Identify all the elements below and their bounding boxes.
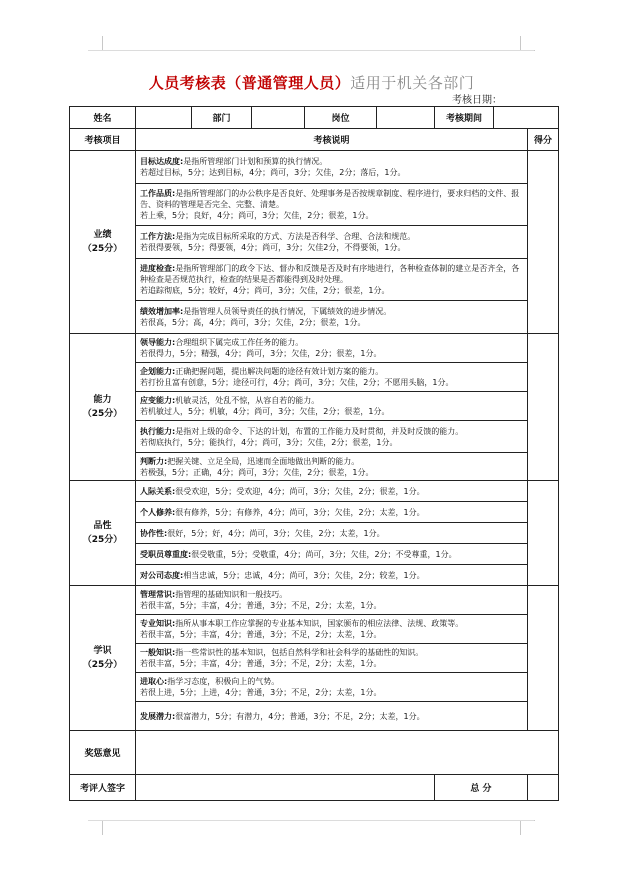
table-row xyxy=(70,565,559,586)
criterion-name: 企划能力: xyxy=(140,367,176,376)
footer-rule xyxy=(88,820,534,821)
criterion-cell xyxy=(136,363,528,392)
table-row xyxy=(70,673,559,702)
category-name: 业绩 xyxy=(93,230,112,240)
criterion-scale: 若很丰富，5分；丰富，4分；普通，3分；不足，2分；太差，1分。 xyxy=(140,659,382,668)
criterion-cell xyxy=(136,151,528,184)
table-row xyxy=(70,481,559,502)
criterion-scale: 若彻底执行，5分；能执行，4分；尚可，3分；欠佳，2分；很差，1分。 xyxy=(140,437,398,447)
name-field[interactable] xyxy=(136,107,192,129)
header-rule xyxy=(88,50,534,51)
signature-row xyxy=(70,775,559,801)
table-row xyxy=(70,151,559,184)
criterion-desc: 是指所管理部门计划和预算的执行情况。 xyxy=(183,157,328,166)
opinion-label: 奖惩意见 xyxy=(70,731,136,775)
opinion-field[interactable] xyxy=(136,731,559,775)
criterion-cell xyxy=(136,392,528,421)
criterion-cell xyxy=(136,615,528,644)
table-row xyxy=(70,184,559,226)
page-title xyxy=(0,72,623,93)
criterion-name: 管理常识: xyxy=(140,590,176,599)
criterion-scale: 若很丰富，5分；丰富，4分；普通，3分；不足，2分；太差，1分。 xyxy=(140,601,382,610)
criterion-desc: 指管理的基础知识和一般技巧。 xyxy=(175,590,288,599)
criterion-name: 一般知识: xyxy=(140,648,176,657)
criterion-scale: 若很得要领，5分；得要领，4分；尚可，3分；欠佳2分，不得要领，1分。 xyxy=(140,243,406,252)
criterion-desc: 是指所管理部门的办公秩序是否良好、处理事务是否按规章制度、程序进行，要求归档的文件、报告、资料的管理是否完全、完整、清楚。 xyxy=(140,189,520,209)
criterion-cell xyxy=(136,184,528,226)
table-row xyxy=(70,644,559,673)
category-name: 品性 xyxy=(93,521,112,531)
category-name: 学识 xyxy=(93,646,112,656)
criterion-desc: 指学习态度，积极向上的气势。 xyxy=(167,677,280,686)
criterion-scale: 若很上进，5分；上进，4分；普通，3分；不足，2分；太差，1分。 xyxy=(140,688,382,697)
criterion-scale: 若很丰富，5分；丰富，4分；普通，3分；不足，2分；太差，1分。 xyxy=(140,630,382,639)
criterion-scale: 若很得力，5分；精强，4分；尚可，3分；欠佳，2分；很差，1分。 xyxy=(140,349,382,358)
criterion-name: 进取心: xyxy=(140,677,168,686)
criterion-scale: 若极强，5分；正确，4分；尚可，3分；欠佳，2分；很差，1分。 xyxy=(140,467,374,477)
criterion-cell xyxy=(136,334,528,363)
criterion-scale: 若上乘，5分；良好，4分；尚可，3分；欠佳，2分；很差，1分。 xyxy=(140,211,374,220)
criterion-desc: 很受欢迎，5分；受欢迎，4分；尚可，3分；欠佳，2分；很差，1分。 xyxy=(175,486,425,496)
category-cell xyxy=(70,151,136,334)
table-row xyxy=(70,544,559,565)
category-weight: （25分） xyxy=(82,409,123,419)
criterion-desc: 很有修养，5分；有修养，4分；尚可，3分；欠佳，2分；太差，1分。 xyxy=(175,507,425,517)
category-name: 能力 xyxy=(93,395,112,405)
period-label: 考核期间 xyxy=(435,107,494,129)
opinion-row xyxy=(70,731,559,775)
table-row xyxy=(70,502,559,523)
criterion-name: 应变能力: xyxy=(140,396,176,405)
table-row xyxy=(70,702,559,731)
date-label: 考核日期： xyxy=(452,95,502,106)
table-row xyxy=(70,259,559,301)
position-label: 岗位 xyxy=(305,107,377,129)
table-row xyxy=(70,301,559,334)
criterion-scale: 若追踪彻底，5分；较好，4分；尚可，3分；欠佳，2分；很差，1分。 xyxy=(140,286,390,295)
page-corner-mark xyxy=(88,820,103,835)
signature-field[interactable] xyxy=(136,775,435,801)
criterion-desc: 是指所管理部门的政令下达、督办和反馈是否及时有序地进行，各种检查体制的建立是否齐全，各种检查是否规范执行，检查的结果是否都能得到及时处理。 xyxy=(140,264,520,284)
score-cell[interactable] xyxy=(528,334,559,481)
criterion-cell xyxy=(136,453,528,481)
criterion-cell xyxy=(136,586,528,615)
criterion-cell xyxy=(136,502,528,523)
category-weight: （25分） xyxy=(82,660,123,670)
project-header: 考核项目 xyxy=(70,129,136,151)
score-cell[interactable] xyxy=(528,481,559,586)
page-corner-mark xyxy=(88,36,103,51)
criterion-cell xyxy=(136,421,528,453)
table-row xyxy=(70,392,559,421)
info-row xyxy=(70,107,559,129)
criterion-desc: 指一些常识性的基本知识，包括自然科学和社会科学的基础性的知识。 xyxy=(175,648,424,657)
criterion-cell xyxy=(136,481,528,502)
score-cell[interactable] xyxy=(528,586,559,731)
table-row xyxy=(70,615,559,644)
criterion-name: 判断力: xyxy=(140,456,168,466)
criterion-cell xyxy=(136,523,528,544)
table-row xyxy=(70,586,559,615)
criterion-cell xyxy=(136,702,528,731)
column-header-row xyxy=(70,129,559,151)
criterion-name: 进度检查: xyxy=(140,264,176,273)
department-field[interactable] xyxy=(252,107,305,129)
criterion-desc: 指所从事本职工作应掌握的专业基本知识，国家颁布的相应法律、法规、政策等。 xyxy=(175,619,464,628)
criterion-desc: 是指对上级的命令、下达的计划，布置的工作能力及时贯彻，并及时反馈的能力。 xyxy=(175,426,464,436)
title-subtitle: 适用于机关各部门 xyxy=(350,74,475,92)
criterion-cell xyxy=(136,259,528,301)
table-row xyxy=(70,523,559,544)
department-label: 部门 xyxy=(192,107,252,129)
score-header: 得分 xyxy=(528,129,559,151)
period-field[interactable] xyxy=(494,107,559,129)
score-cell[interactable] xyxy=(528,151,559,334)
total-field[interactable] xyxy=(528,775,559,801)
signature-label: 考评人签字 xyxy=(70,775,136,801)
criterion-name: 目标达成度: xyxy=(140,157,184,166)
criterion-desc: 是指管理人员领导责任的执行情况，下属绩效的进步情况。 xyxy=(183,307,392,316)
criterion-desc: 合理组织下属完成工作任务的能力。 xyxy=(175,338,304,347)
criterion-name: 专业知识: xyxy=(140,619,176,628)
criterion-name: 个人修养: xyxy=(140,507,176,517)
criterion-cell xyxy=(136,301,528,334)
page-corner-mark xyxy=(520,820,535,835)
criterion-scale: 若打扮且富有创意，5分；途径可行，4分；尚可，3分；欠佳，2分；不愿用头脑，1分。 xyxy=(140,378,454,387)
evaluation-table xyxy=(69,106,559,801)
description-header: 考核说明 xyxy=(136,129,528,151)
criterion-scale: 若机敏过人，5分；机敏，4分；尚可，3分；欠佳，2分；很差，1分。 xyxy=(140,407,390,416)
position-field[interactable] xyxy=(377,107,435,129)
table-row xyxy=(70,363,559,392)
table-row xyxy=(70,334,559,363)
criterion-name: 发展潜力: xyxy=(140,711,176,721)
criterion-name: 绩效增加率: xyxy=(140,307,184,316)
criterion-desc: 正确把握问题，提出解决问题的途径有效计划方案的能力。 xyxy=(175,367,384,376)
total-label: 总 分 xyxy=(435,775,528,801)
title-main: 人员考核表（普通管理人员） xyxy=(148,74,351,92)
table-row xyxy=(70,226,559,259)
criterion-scale: 若很高，5分；高，4分；尚可，3分；欠佳，2分；很差，1分。 xyxy=(140,318,366,327)
criterion-desc: 是指为完成目标所采取的方式、方法是否科学、合理、合法和规范。 xyxy=(175,232,416,241)
table-row xyxy=(70,421,559,453)
criterion-desc: 很好，5分；好，4分；尚可，3分；欠佳，2分；太差，1分。 xyxy=(167,528,385,538)
criterion-name: 人际关系: xyxy=(140,486,176,496)
criterion-scale: 若超过目标，5分；达到目标，4分；尚可，3分；欠佳，2分；落后，1分。 xyxy=(140,168,406,177)
name-label: 姓名 xyxy=(70,107,136,129)
category-weight: （25分） xyxy=(82,244,123,254)
category-weight: （25分） xyxy=(82,535,123,545)
criterion-name: 工作品质: xyxy=(140,189,176,198)
category-cell xyxy=(70,334,136,481)
criterion-name: 执行能力: xyxy=(140,426,176,436)
criterion-cell xyxy=(136,565,528,586)
criterion-name: 对公司态度: xyxy=(140,570,184,580)
criterion-desc: 机敏灵活，处乱不惊，从容自若的能力。 xyxy=(175,396,320,405)
category-cell xyxy=(70,481,136,586)
criterion-name: 受职员尊重度: xyxy=(140,549,192,559)
criterion-cell xyxy=(136,644,528,673)
criterion-desc: 把握关键、立足全局，迅速而全面地做出判断的能力。 xyxy=(167,456,360,466)
criterion-desc: 很受敬重，5分；受敬重，4分；尚可，3分；欠佳，2分；不受尊重，1分。 xyxy=(191,549,457,559)
table-row xyxy=(70,453,559,481)
criterion-cell xyxy=(136,544,528,565)
criterion-cell xyxy=(136,673,528,702)
criterion-name: 工作方法: xyxy=(140,232,176,241)
category-cell xyxy=(70,586,136,731)
criterion-cell xyxy=(136,226,528,259)
criterion-name: 协作性: xyxy=(140,528,168,538)
criterion-desc: 相当忠诚，5分；忠诚，4分；尚可，3分；欠佳，2分；较差，1分。 xyxy=(183,570,425,580)
criterion-name: 领导能力: xyxy=(140,338,176,347)
page-corner-mark xyxy=(520,36,535,51)
criterion-desc: 很富潜力，5分；有潜力，4分；普通，3分；不足，2分；太差，1分。 xyxy=(175,711,425,721)
